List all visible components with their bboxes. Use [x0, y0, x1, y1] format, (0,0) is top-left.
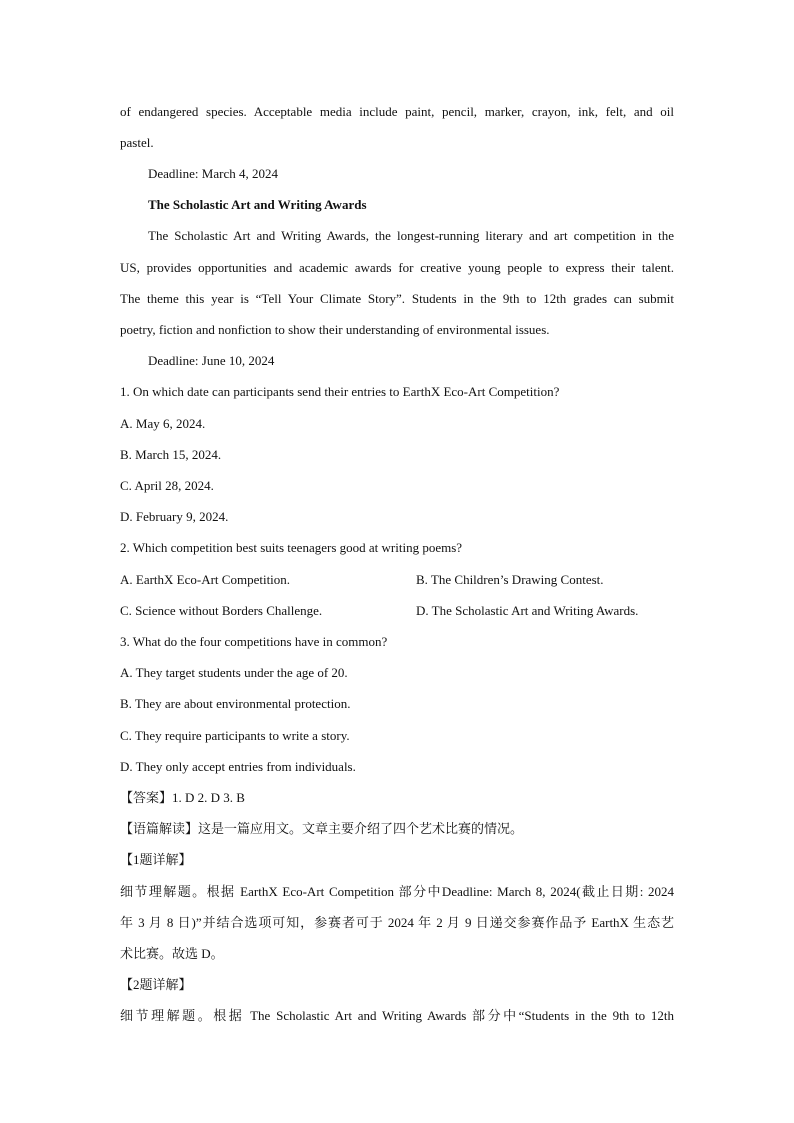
answer-option: B. They are about environmental protection. — [120, 696, 351, 711]
explanation-line: 细节理解题。根据 The Scholastic Art and Writing Awards 部分中“Students in the 9th to 12th — [120, 1008, 674, 1023]
answer-option: D. They only accept entries from individuals. — [120, 759, 356, 774]
deadline-line: Deadline: March 4, 2024 — [148, 166, 278, 181]
answer-option: B. March 15, 2024. — [120, 447, 222, 462]
question-stem: 3. What do the four competitions have in common? — [120, 634, 388, 649]
answer-option: D. The Scholastic Art and Writing Awards. — [416, 603, 639, 618]
explanation-line: 年 3 月 8 日)”并结合选项可知，参赛者可于 2024 年 2 月 9 日递交参赛作品予 EarthX 生态艺 — [120, 915, 674, 930]
deadline-line: Deadline: June 10, 2024 — [148, 353, 275, 368]
passage-text-line: US, provides opportunities and academic awards for creative young people to express their talent. — [120, 260, 674, 275]
passage-overview: 【语篇解读】这是一篇应用文。文章主要介绍了四个艺术比赛的情况。 — [120, 821, 524, 836]
section-title: The Scholastic Art and Writing Awards — [148, 197, 367, 212]
answer-key: 【答案】1. D 2. D 3. B — [120, 790, 245, 805]
answer-option: A. May 6, 2024. — [120, 416, 206, 431]
passage-text-line: of endangered species. Acceptable media include paint, pencil, marker, crayon, ink, felt, and oil — [120, 104, 674, 119]
question-stem: 1. On which date can participants send their entries to EarthX Eco-Art Competition? — [120, 384, 560, 399]
question-stem: 2. Which competition best suits teenagers good at writing poems? — [120, 540, 463, 555]
answer-option: B. The Children’s Drawing Contest. — [416, 572, 604, 587]
q2-explanation-title: 【2题详解】 — [120, 977, 192, 992]
passage-text-line: The Scholastic Art and Writing Awards, the longest-running literary and art competition in the — [148, 228, 674, 243]
answer-option: C. They require participants to write a story. — [120, 728, 350, 743]
answer-option: D. February 9, 2024. — [120, 509, 229, 524]
passage-text-line: poetry, fiction and nonfiction to show their understanding of environmental issues. — [120, 322, 550, 337]
answer-option: C. April 28, 2024. — [120, 478, 214, 493]
answer-option: A. EarthX Eco-Art Competition. — [120, 572, 291, 587]
explanation-line: 术比赛。故选 D。 — [120, 946, 224, 961]
q1-explanation-title: 【1题详解】 — [120, 852, 192, 867]
passage-text-line: pastel. — [120, 135, 154, 150]
answer-option: A. They target students under the age of 20. — [120, 665, 348, 680]
explanation-line: 细节理解题。根据 EarthX Eco-Art Competition 部分中Deadline: March 8, 2024(截止日期: 2024 — [120, 884, 674, 899]
answer-option: C. Science without Borders Challenge. — [120, 603, 323, 618]
passage-text-line: The theme this year is “Tell Your Climate Story”. Students in the 9th to 12th grades can submit — [120, 291, 674, 306]
